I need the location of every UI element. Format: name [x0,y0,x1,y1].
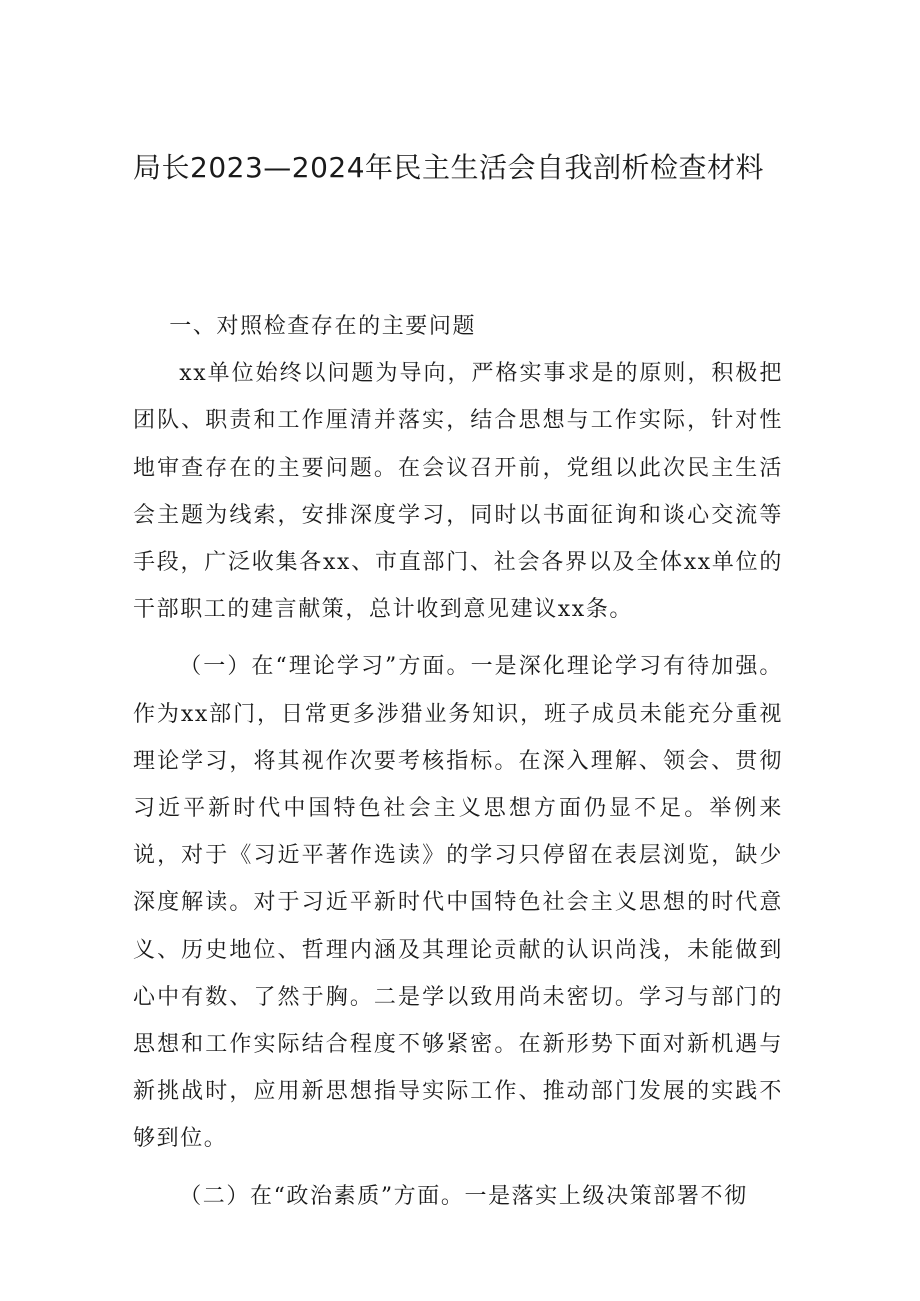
document-body [133,303,783,1220]
document-title: 局长2023—2024年民主生活会自我剖析检查材料 [133,151,765,184]
section-heading: 一、对照检查存在的主要问题 [169,314,477,339]
intro-paragraph: xx单位始终以问题为导向，严格实事求是的原则，积极把团队、职责和工作厘清并落实，结合思想与工作实际，针对性地审查存在的主要问题。在会议召开前，党组以此次民主生活会主题为线索，安排深度学习，同时以书面征询和谈心交流等手段，广泛收集各xx、市直部门、社会各界以及全体xx单位的干部职工的建言献策，总计收到意见建议xx条。 [133,361,783,623]
theory-study-paragraph: （一）在“理论学习”方面。一是深化理论学习有待加强。作为xx部门，日常更多涉猎业务知识，班子成员未能充分重视理论学习，将其视作次要考核指标。在深入理解、领会、贯彻习近平新时代中国特色社会主义思想方面仍显不足。举例来说，对于《习近平著作选读》的学习只停留在表层浏览，缺少深度解读。对于习近平新时代中国特色社会主义思想的时代意义、历史地位、哲理内涵及其理论贡献的认识尚浅，未能做到心中有数、了然于胸。二是学以致用尚未密切。学习与部门的思想和工作实际结合程度不够紧密。在新形势下面对新机遇与新挑战时，应用新思想指导实际工作、推动部门发展的实践不够到位。 [133,654,783,1152]
political-quality-paragraph: （二）在“政治素质”方面。一是落实上级决策部署不彻 [179,1183,748,1209]
